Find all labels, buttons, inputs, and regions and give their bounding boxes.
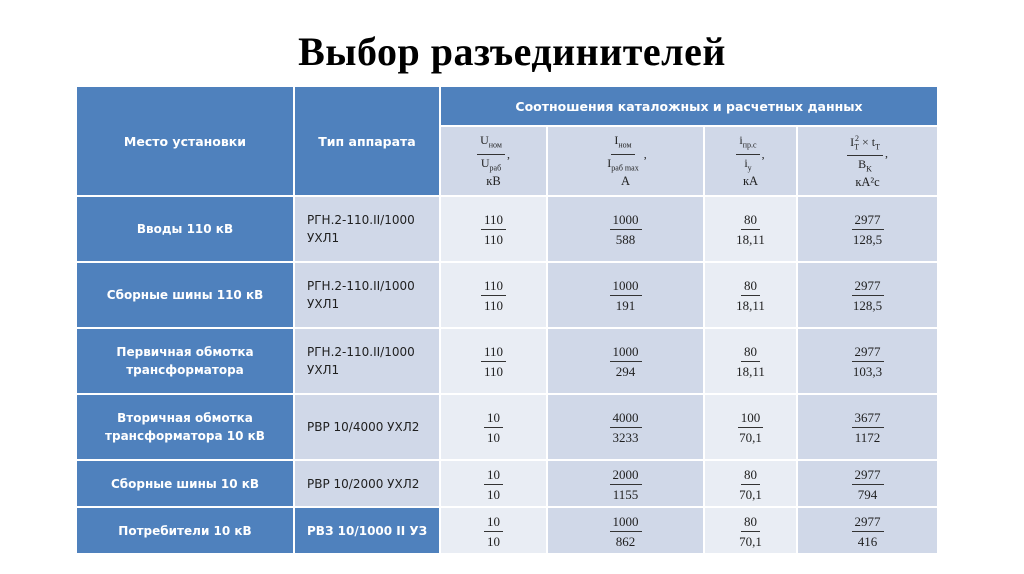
through-current: 80	[741, 514, 760, 532]
thermal-cell	[797, 196, 938, 262]
unit-voltage: кВ	[486, 173, 501, 188]
thermal-cell	[797, 262, 938, 328]
working-current: 3233	[612, 430, 639, 445]
unit-current: А	[620, 173, 631, 188]
disconnector-table	[75, 85, 939, 555]
rated-voltage: 10	[484, 410, 503, 428]
thermal-calc: 128,5	[852, 298, 883, 313]
thermal-calc: 416	[857, 533, 878, 549]
shock-current: 70,1	[739, 486, 762, 502]
rated-current: 1000	[610, 278, 642, 296]
current-ratio-cell	[547, 328, 704, 394]
slide-title: Выбор разъединителей	[298, 29, 726, 74]
shock-current-cell	[704, 328, 797, 394]
working-current: 588	[615, 232, 636, 247]
header-voltage-ratio: $\frac{U_{ном}}{U_{раб}}$ , кВ	[440, 126, 547, 196]
rated-current: 1000	[610, 212, 642, 230]
voltage-ratio-cell	[440, 460, 547, 507]
table-row	[76, 460, 938, 507]
rated-current: 1000	[610, 514, 642, 532]
thermal-cell	[797, 460, 938, 507]
thermal-cell	[797, 394, 938, 460]
thermal-calc: 1172	[854, 430, 881, 445]
device-type: РВР 10/2000 УХЛ2	[307, 476, 420, 491]
header-shock-current-ratio: $\frac{i_{пр.с}}{i_у}$ , кА	[704, 126, 797, 196]
rated-current: 1000	[610, 344, 642, 362]
device-type: РВР 10/4000 УХЛ2	[307, 420, 420, 434]
thermal-rated: 2977	[852, 467, 884, 485]
shock-current: 18,11	[736, 364, 765, 379]
place-label: Вторичная обмотка трансформатора 10 кВ	[105, 411, 265, 443]
rated-current: 2000	[610, 467, 642, 485]
current-ratio-cell	[547, 460, 704, 507]
thermal-calc: 794	[857, 486, 878, 502]
device-type: РВЗ 10/1000 II УЗ	[307, 523, 428, 538]
through-current: 80	[741, 212, 760, 230]
type-cell	[294, 262, 440, 328]
current-ratio-cell	[547, 507, 704, 554]
table-row	[76, 507, 938, 554]
shock-current-cell	[704, 196, 797, 262]
place-cell	[76, 507, 294, 554]
thermal-rated: 2977	[852, 278, 884, 296]
device-type: РГН.2-110.II/1000 УХЛ1	[307, 213, 415, 245]
working-voltage: 110	[483, 232, 504, 247]
thermal-calc: 128,5	[852, 232, 883, 247]
working-voltage: 10	[487, 430, 500, 445]
thermal-rated: 2977	[852, 212, 884, 230]
working-voltage: 110	[483, 298, 504, 313]
rated-current: 4000	[610, 410, 642, 428]
shock-current: 18,11	[736, 298, 765, 313]
rated-voltage: 110	[481, 344, 506, 362]
header-type: Тип аппарата	[294, 86, 440, 196]
shock-current-cell	[704, 460, 797, 507]
thermal-cell	[797, 328, 938, 394]
shock-current: 70,1	[739, 533, 762, 549]
place-label: Сборные шины 10 кВ	[110, 476, 260, 491]
header-current-ratio: $\frac{I_{ном}}{I_{раб max}}$ , А	[547, 126, 704, 196]
shock-current: 70,1	[739, 430, 762, 445]
place-cell	[76, 460, 294, 507]
type-cell	[294, 328, 440, 394]
shock-current: 18,11	[736, 232, 765, 247]
voltage-ratio-cell	[440, 196, 547, 262]
rated-voltage: 110	[481, 278, 506, 296]
voltage-ratio-cell	[440, 262, 547, 328]
working-current: 1155	[612, 486, 639, 502]
shock-current-cell	[704, 262, 797, 328]
working-voltage: 110	[483, 364, 504, 379]
device-type: РГН.2-110.II/1000 УХЛ1	[307, 345, 415, 377]
place-cell	[76, 196, 294, 262]
type-cell	[294, 460, 440, 507]
table-row	[76, 328, 938, 394]
working-current: 862	[615, 533, 636, 549]
table-row	[76, 196, 938, 262]
current-ratio-cell	[547, 394, 704, 460]
thermal-calc: 103,3	[852, 364, 883, 379]
thermal-rated: 2977	[852, 344, 884, 362]
table-row	[76, 394, 938, 460]
place-label: Вводы 110 кВ	[136, 222, 234, 236]
header-thermal-ratio: $\frac{I_T^2 \times t_T}{B_K}$ , кА²с	[797, 126, 938, 196]
shock-current-cell	[704, 507, 797, 554]
through-current: 80	[741, 467, 760, 485]
current-ratio-cell	[547, 196, 704, 262]
place-label: Потребители 10 кВ	[118, 523, 252, 538]
type-cell	[294, 196, 440, 262]
place-label: Сборные шины 110 кВ	[106, 288, 264, 302]
unit-thermal: кА²с	[855, 175, 880, 190]
place-cell	[76, 328, 294, 394]
type-cell	[294, 394, 440, 460]
voltage-ratio-cell	[440, 328, 547, 394]
through-current: 80	[741, 344, 760, 362]
through-current: 100	[738, 410, 764, 428]
shock-current-cell	[704, 394, 797, 460]
rated-voltage: 110	[481, 212, 506, 230]
working-voltage: 10	[487, 486, 500, 502]
voltage-ratio-cell	[440, 507, 547, 554]
rated-voltage: 10	[484, 514, 503, 532]
table-row	[76, 262, 938, 328]
header-place: Место установки	[76, 86, 294, 196]
working-current: 294	[615, 364, 636, 379]
header-ratios: Соотношения каталожных и расчетных данных	[440, 86, 938, 126]
place-label: Первичная обмотка трансформатора	[116, 345, 254, 377]
rated-voltage: 10	[484, 467, 503, 485]
working-current: 191	[615, 298, 636, 313]
place-cell	[76, 394, 294, 460]
place-cell	[76, 262, 294, 328]
type-cell	[294, 507, 440, 554]
thermal-rated: 2977	[852, 514, 884, 532]
thermal-cell	[797, 507, 938, 554]
voltage-ratio-cell	[440, 394, 547, 460]
thermal-rated: 3677	[852, 410, 884, 428]
unit-shock-current: кА	[742, 173, 759, 188]
through-current: 80	[741, 278, 760, 296]
current-ratio-cell	[547, 262, 704, 328]
working-voltage: 10	[487, 533, 500, 549]
device-type: РГН.2-110.II/1000 УХЛ1	[307, 279, 415, 311]
